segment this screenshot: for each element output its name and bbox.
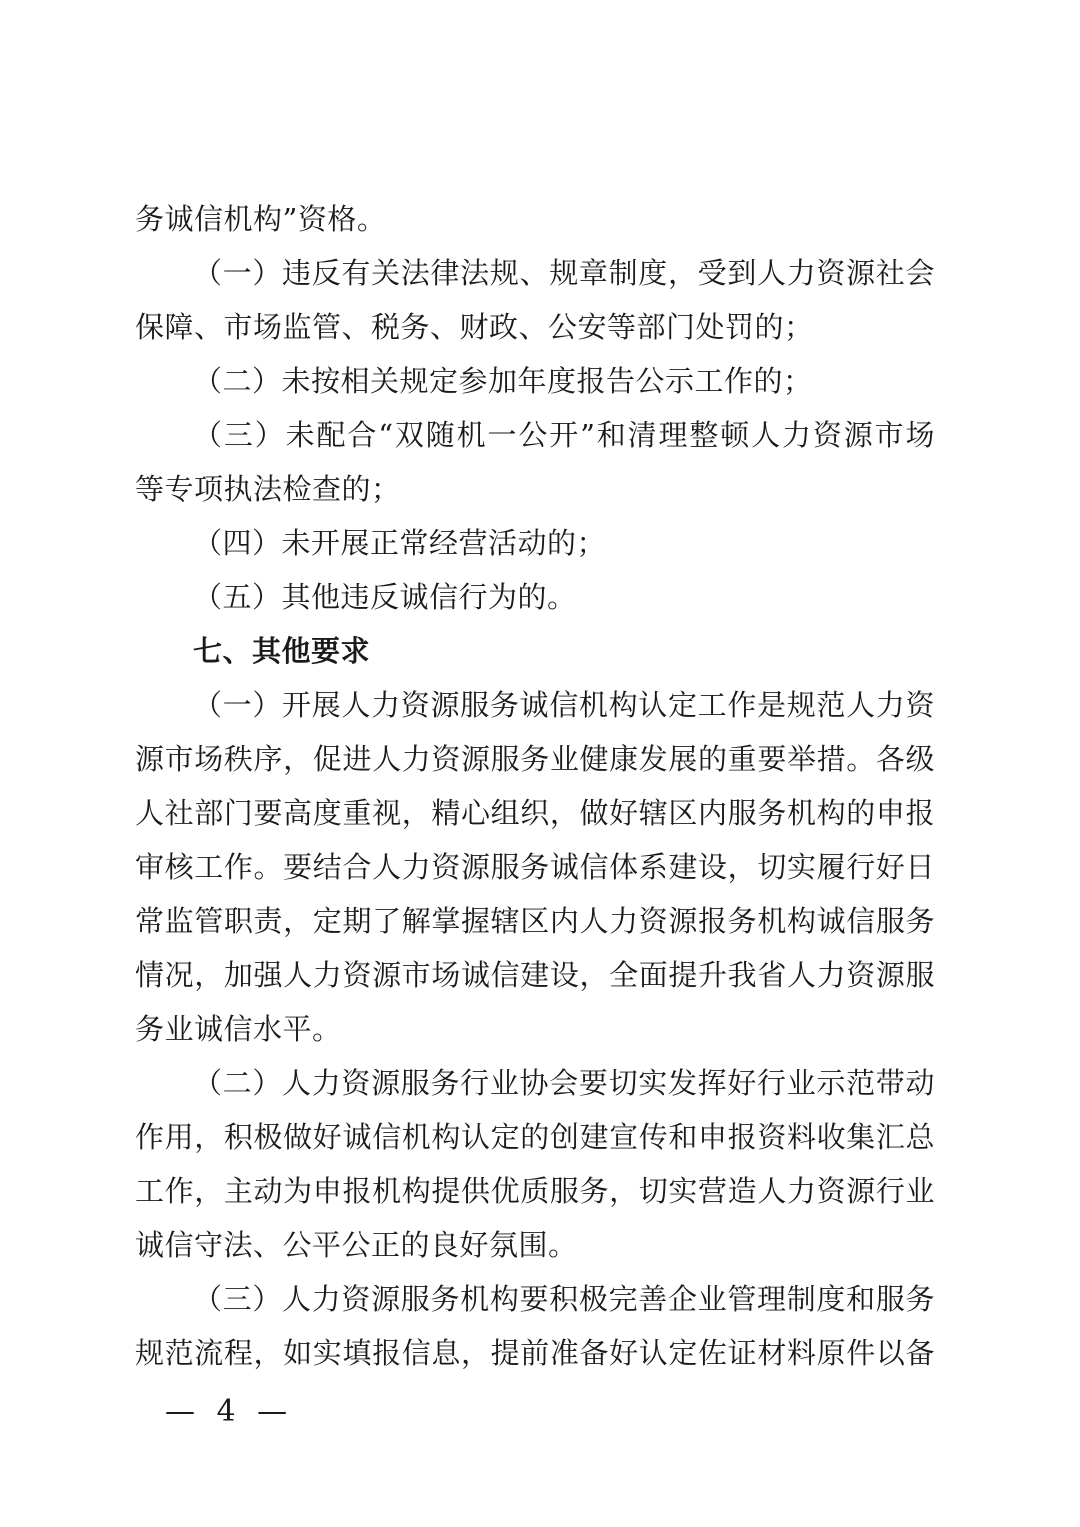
section-heading: 七、其他要求 (193, 634, 371, 668)
text-line: （一）开展人力资源服务诚信机构认定工作是规范人力资 (193, 688, 935, 722)
text-line: 务业诚信水平。 (135, 1012, 342, 1046)
text-line: （二）未按相关规定参加年度报告公示工作的； (193, 364, 813, 398)
page-number: — 4 — (165, 1394, 294, 1429)
body-text (135, 192, 935, 1380)
text-line: 等专项执法检查的； (135, 472, 401, 506)
text-line: （二）人力资源服务行业协会要切实发挥好行业示范带动 (193, 1066, 935, 1100)
text-line: 审核工作。要结合人力资源服务诚信体系建设，切实履行好日 (135, 850, 935, 884)
text-line: （三）未配合“双随机一公开”和清理整顿人力资源市场 (193, 418, 935, 452)
text-line: 常监管职责，定期了解掌握辖区内人力资源报务机构诚信服务 (135, 904, 935, 938)
text-line: 务诚信机构”资格。 (135, 202, 387, 236)
text-line: 源市场秩序，促进人力资源服务业健康发展的重要举措。各级 (135, 742, 935, 776)
text-line: 工作，主动为申报机构提供优质服务，切实营造人力资源行业 (135, 1174, 935, 1208)
text-line: （四）未开展正常经营活动的； (193, 526, 607, 560)
text-line: 诚信守法、公平公正的良好氛围。 (135, 1228, 578, 1262)
text-line: 规范流程，如实填报信息，提前准备好认定佐证材料原件以备 (135, 1336, 935, 1370)
text-line: 作用，积极做好诚信机构认定的创建宣传和申报资料收集汇总 (135, 1120, 935, 1154)
text-line: 人社部门要高度重视，精心组织，做好辖区内服务机构的申报 (135, 796, 935, 830)
text-line: 情况，加强人力资源市场诚信建设，全面提升我省人力资源服 (135, 958, 935, 992)
text-line: （三）人力资源服务机构要积极完善企业管理制度和服务 (193, 1282, 935, 1316)
text-line: （一）违反有关法律法规、规章制度，受到人力资源社会 (193, 256, 935, 290)
text-line: （五）其他违反诚信行为的。 (193, 580, 577, 614)
text-line: 保障、市场监管、税务、财政、公安等部门处罚的； (135, 310, 814, 344)
